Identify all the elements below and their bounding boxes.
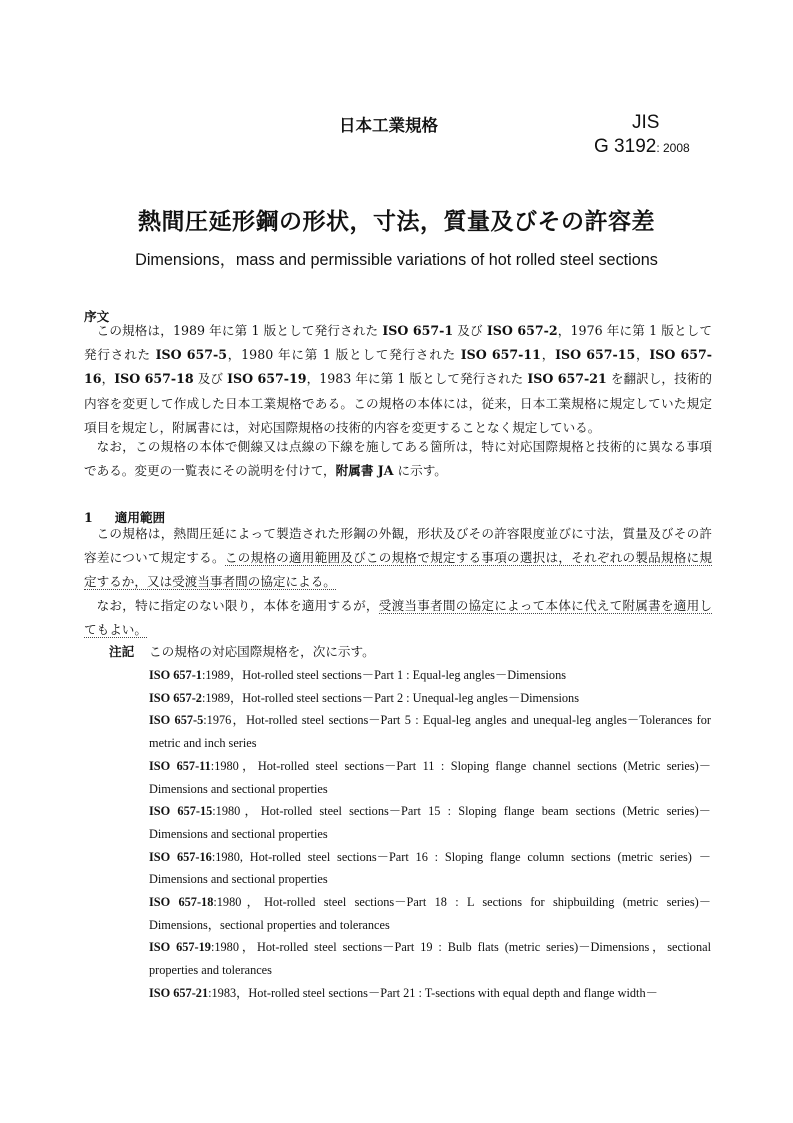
modified-text-underline: 受渡当事者間の協定によって本体に代えて附属書を適用してもよい。 xyxy=(84,598,713,638)
section-title: 適用範囲 xyxy=(114,510,166,525)
reference-item: ISO 657-15:1980，Hot-rolled steel sections－Part 15 : Sloping flange beam sections (Metric series)－Dimensions and sectional properties xyxy=(149,804,711,841)
reference-item: ISO 657-18:1980，Hot-rolled steel sections－Part 18 : L sections for shipbuilding (metric series)－Dimensions，sectional properties and tolerances xyxy=(149,895,711,932)
standard-year: : 2008 xyxy=(656,141,690,155)
reference-item: ISO 657-1:1989，Hot-rolled steel sections－Part 1 : Equal-leg angles－Dimensions xyxy=(149,668,567,682)
standard-label: 日本工業規格 xyxy=(339,116,438,135)
foreword-heading: 序文 xyxy=(84,309,110,324)
note-label: 注記 xyxy=(109,644,135,659)
reference-item: ISO 657-5:1976，Hot-rolled steel sections－Part 5 : Equal-leg angles and unequal-leg angles－Tolerances for metric and inch series xyxy=(149,713,711,751)
section-number: 1 xyxy=(84,510,93,525)
foreword-paragraph-1: この規格は，1989 年に第 1 版として発行された ISO 657-1 及び ISO 657-2，1976 年に第 1 版として発行された ISO 657-5，1980 年に第 1 版として発行された ISO 657-11，ISO 657-15，ISO 657-16，ISO 657-18 及び ISO 657-19，1983 年に第 1 版として発行された ISO 657-21 を翻訳し，技術的内容を変更して作成した日本工業規格である。この規格の本体には，従来，日本工業規格に規定していた規定項目を規定し，附属書には，対応国際規格の技術的内容を変更することなく規定している。 xyxy=(84,323,713,435)
reference-list xyxy=(149,664,711,1005)
section-1-paragraph-1: この規格は，熱間圧延によって製造された形鋼の外観，形状及びその許容限度並びに寸法，質量及びその許容差について規定する。この規格の適用範囲及びこの規格で規定する事項の選択は，それぞれの製品規格に規定するか，又は受渡当事者間の協定による。 xyxy=(84,526,713,590)
reference-item: ISO 657-19:1980，Hot-rolled steel sections－Part 19 : Bulb flats (metric series)－Dimensions，sectional properties and tolerances xyxy=(149,940,711,978)
reference-item: ISO 657-11:1980，Hot-rolled steel sections－Part 11 : Sloping flange channel sections (Metric series)－Dimensions and sectional properties xyxy=(149,758,711,796)
reference-item: ISO 657-16:1980, Hot-rolled steel sections－Part 16 : Sloping flange column sections (metric series) －Dimensions and sectional properties xyxy=(149,849,711,887)
document-title-ja: 熱間圧延形鋼の形状，寸法，質量及びその許容差 xyxy=(138,209,655,235)
modified-text-underline: この規格の適用範囲及びこの規格で規定する事項の選択は，それぞれの製品規格に規定するか，又は受渡当事者間の協定による。 xyxy=(84,550,713,590)
foreword-paragraph-2: なお，この規格の本体で側線又は点線の下線を施してある箇所は，特に対応国際規格と技術的に異なる事項である。変更の一覧表にその説明を付けて，附属書 JA に示す。 xyxy=(84,439,713,479)
document-title-en: Dimensions，mass and permissible variations of hot rolled steel sections xyxy=(135,251,658,269)
section-1-paragraph-2: なお，特に指定のない限り，本体を適用するが，受渡当事者間の協定によって本体に代えて附属書を適用してもよい。 xyxy=(84,598,713,638)
reference-item: ISO 657-2:1989，Hot-rolled steel sections－Part 2 : Unequal-leg angles－Dimensions xyxy=(149,690,579,705)
reference-item: ISO 657-21:1983，Hot-rolled steel sections－Part 21 : T-sections with equal depth and flange width－ xyxy=(149,985,658,1000)
jis-label: JIS xyxy=(632,112,660,133)
standard-code xyxy=(594,136,690,158)
standard-number: G 3192 xyxy=(594,136,657,157)
note-text: この規格の対応国際規格を，次に示す。 xyxy=(149,644,375,659)
